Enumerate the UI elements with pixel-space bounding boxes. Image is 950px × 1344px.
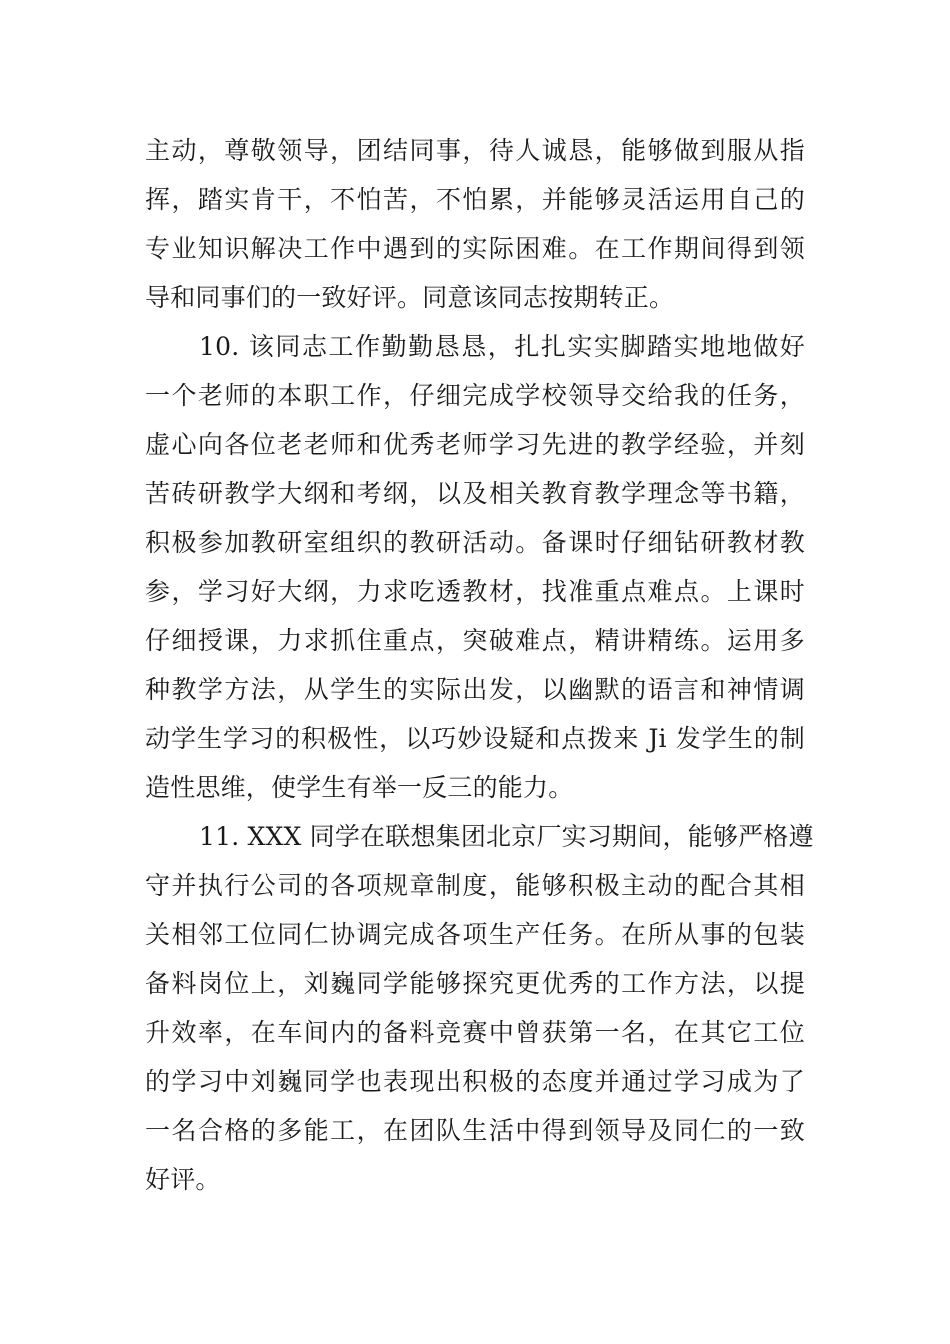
text-line: 挥，踏实肯干，不怕苦，不怕累，并能够灵活运用自己的: [145, 185, 805, 214]
text-line: 10. 该同志工作勤勤恳恳，扎扎实实脚踏实地地做好: [199, 332, 805, 361]
text-line: 造性思维，使学生有举一反三的能力。: [145, 773, 574, 802]
text-line: 升效率，在车间内的备料竞赛中曾获第一名，在其它工位: [145, 1018, 805, 1047]
text-line: 主动，尊敬领导，团结同事，待人诚恳，能够做到服从指: [145, 136, 805, 165]
text-line: 积极参加教研室组织的教研活动。备课时仔细钻研教材教: [145, 528, 805, 557]
paragraph-continued: [145, 126, 805, 322]
text-line: 的学习中刘巍同学也表现出积极的态度并通过学习成为了: [145, 1067, 805, 1096]
text-line: 11. XXX 同学在联想集团北京厂实习期间，能够严格遵: [199, 822, 814, 851]
text-line: 仔细授课，力求抓住重点，突破难点，精讲精练。运用多: [145, 626, 805, 655]
text-line: 一个老师的本职工作，仔细完成学校领导交给我的任务，: [145, 381, 805, 410]
text-line: 苦砖研教学大纲和考纲，以及相关教育教学理念等书籍，: [145, 479, 805, 508]
paragraph-item-10: [145, 322, 805, 812]
text-line: 虚心向各位老老师和优秀老师学习先进的教学经验，并刻: [145, 430, 805, 459]
text-line: 好评。: [145, 1165, 221, 1194]
text-line: 参，学习好大纲，力求吃透教材，找准重点难点。上课时: [145, 577, 805, 606]
text-line: 种教学方法，从学生的实际出发，以幽默的语言和神情调: [145, 675, 805, 704]
paragraph-item-11: [145, 812, 814, 1204]
text-line: 关相邻工位同仁协调完成各项生产任务。在所从事的包装: [145, 920, 805, 949]
text-line: 备料岗位上，刘巍同学能够探究更优秀的工作方法，以提: [145, 969, 805, 998]
text-line: 一名合格的多能工，在团队生活中得到领导及同仁的一致: [145, 1116, 805, 1145]
text-line: 专业知识解决工作中遇到的实际困难。在工作期间得到领: [145, 234, 805, 263]
text-line: 动学生学习的积极性，以巧妙设疑和点拨来 Ji 发学生的制: [145, 724, 805, 753]
document-page: [145, 126, 814, 1204]
text-line: 导和同事们的一致好评。同意该同志按期转正。: [145, 283, 675, 312]
text-line: 守并执行公司的各项规章制度，能够积极主动的配合其相: [145, 871, 805, 900]
